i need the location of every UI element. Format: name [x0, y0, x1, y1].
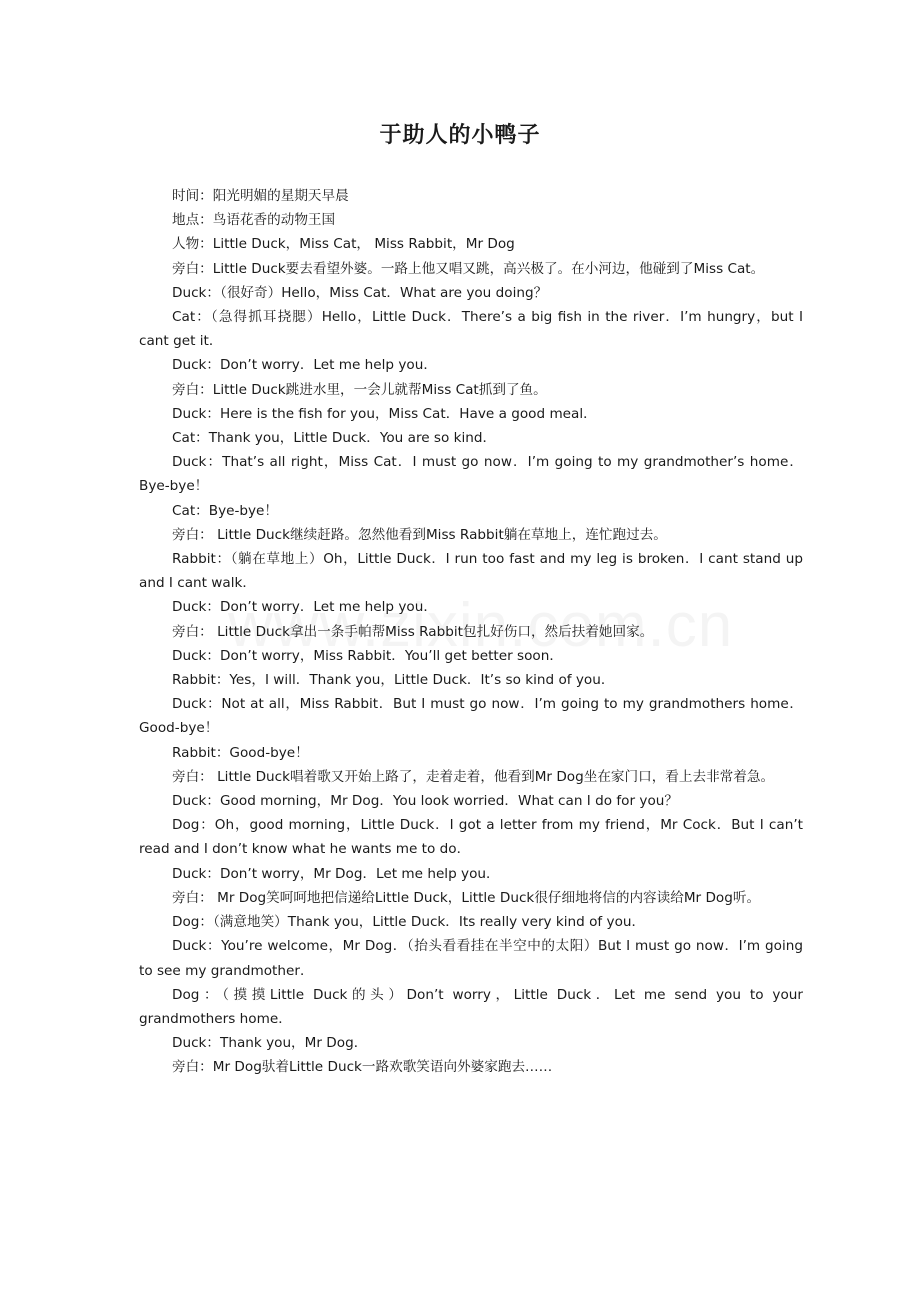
paragraph: 地点：鸟语花香的动物王国: [172, 212, 336, 229]
paragraph: 旁白： Little Duck继续赶路。忽然他看到Miss Rabbit躺在草地上，连忙跑过去。: [172, 526, 667, 543]
paragraph: 旁白： Little Duck唱着歌又开始上路了，走着走着，他看到Mr Dog坐在家门口，看上去非常着急。: [172, 768, 775, 785]
paragraph: Duck：Here is the fish for you，Miss Cat．Have a good meal．: [172, 405, 597, 422]
paragraph: Duck：Not at all，Miss Rabbit．But I must go now．I’m going to my grandmothers home．Good-bye！: [139, 696, 803, 737]
paragraph: Cat：（急得抓耳挠腮）Hello，Little Duck．There’s a big fish in the river．I’m hungry，but I cant get it．: [139, 309, 803, 350]
paragraph: Dog：（满意地笑）Thank you，Little Duck．Its really very kind of you．: [172, 914, 646, 931]
document-body: [139, 184, 803, 1080]
paragraph: 时间：阳光明媚的星期天早晨: [172, 188, 349, 204]
paragraph: Duck：Thank you，Mr Dog．: [172, 1035, 368, 1052]
paragraph: 旁白： Little Duck拿出一条手帕帮Miss Rabbit包扎好伤口，然后扶着她回家。: [172, 623, 654, 640]
paragraph: Duck：Don’t worry．Let me help you．: [172, 599, 437, 616]
paragraph: 旁白：Mr Dog驮着Little Duck一路欢歌笑语向外婆家跑去……: [172, 1059, 553, 1076]
paragraph: Cat：Thank you，Little Duck．You are so kind．: [172, 430, 497, 447]
paragraph: 人物：Little Duck，Miss Cat， Miss Rabbit，Mr Dog: [172, 236, 515, 253]
paragraph: Duck：Good morning，Mr Dog．You look worried．What can I do for you？: [172, 793, 678, 810]
paragraph: Cat：Bye-bye！: [172, 502, 279, 519]
document-title: 于助人的小鸭子: [379, 123, 541, 148]
paragraph: Duck：You’re welcome，Mr Dog．（抬头看看挂在半空中的太阳）But I must go now．I’m going to see my grandmother．: [139, 938, 803, 979]
paragraph: Dog：（摸摸Little Duck的头）Don’t worry，Little Duck．Let me send you to your grandmothers home．: [139, 986, 803, 1027]
paragraph: Rabbit：Yes，I will．Thank you，Little Duck．It’s so kind of you．: [172, 672, 615, 689]
paragraph: Duck：That’s all right，Miss Cat．I must go now．I’m going to my grandmother’s home．Bye-bye！: [139, 454, 803, 495]
paragraph: Duck：Don’t worry，Mr Dog．Let me help you．: [172, 865, 500, 882]
paragraph: Rabbit：（躺在草地上）Oh，Little Duck．I run too fast and my leg is broken．I cant stand up and I cant walk．: [139, 551, 803, 592]
paragraph: Dog：Oh，good morning，Little Duck．I got a letter from my friend，Mr Cock．But I can’t read and I don’t know what he wants me to do．: [139, 817, 803, 858]
paragraph: 旁白：Little Duck要去看望外婆。一路上他又唱又跳，高兴极了。在小河边，他碰到了Miss Cat。: [172, 260, 765, 277]
paragraph: Rabbit：Good-bye！: [172, 744, 309, 761]
paragraph: Duck：（很好奇）Hello，Miss Cat．What are you doing？: [172, 284, 548, 301]
paragraph: 旁白：Little Duck跳进水里，一会儿就帮Miss Cat抓到了鱼。: [172, 381, 547, 398]
paragraph: Duck：Don’t worry．Let me help you．: [172, 357, 437, 374]
paragraph: Duck：Don’t worry，Miss Rabbit．You’ll get better soon．: [172, 647, 563, 664]
paragraph: 旁白： Mr Dog笑呵呵地把信递给Little Duck，Little Duck很仔细地将信的内容读给Mr Dog听。: [172, 889, 761, 906]
